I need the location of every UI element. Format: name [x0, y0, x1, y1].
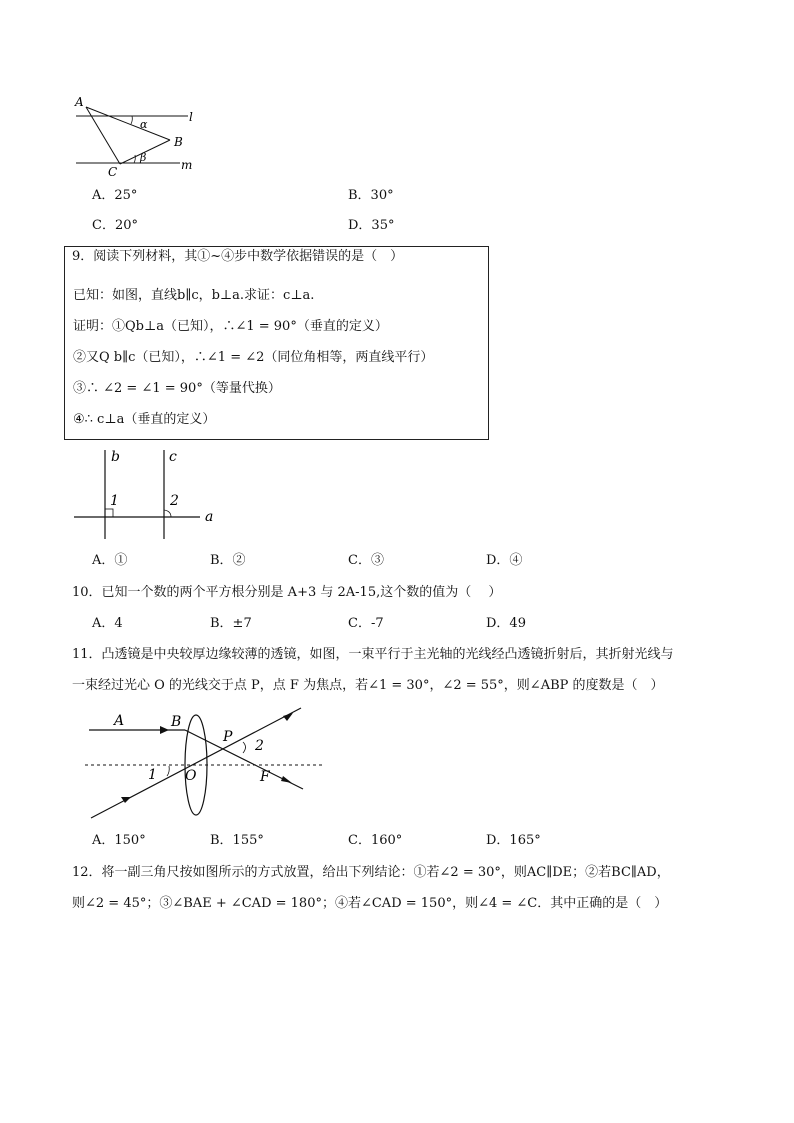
q12-stem-line-2: 则∠2 = 45°；③∠BAE + ∠CAD = 180°；④若∠CAD = 150°，则∠4 = ∠C．其中正确的是（ ） [72, 896, 668, 911]
q9-option-b: B．② [210, 553, 246, 568]
line-m-label: m [181, 158, 193, 172]
angle-1-label: 1 [148, 767, 157, 783]
q9-stem: 9．阅读下列材料，其①~④步中数学依据错误的是（ ） [72, 249, 404, 264]
angle-2-label: 2 [170, 493, 179, 509]
point-B-label: B [174, 135, 183, 149]
beta-label: β [140, 151, 147, 164]
point-A-label: A [75, 95, 84, 109]
q10-option-b: B．±7 [210, 616, 252, 631]
point-F-label: F [260, 769, 270, 785]
angle-1-label: 1 [110, 493, 119, 509]
point-P-label: P [223, 729, 233, 745]
line-l-label: l [189, 110, 193, 124]
q11-option-c: C．160° [348, 833, 403, 848]
q8-figure [70, 94, 200, 179]
q9-box-line-4: ③∴ ∠2 = ∠1 = 90°（等量代换） [73, 381, 281, 396]
q11-stem-line-2: 一束经过光心 O 的光线交于点 P，点 F 为焦点，若∠1 = 30°，∠2 = 55°，则∠ABP 的度数是（ ） [72, 678, 664, 693]
line-b-label: b [111, 449, 120, 465]
q8-option-a: A．25° [92, 188, 138, 203]
q9-option-c: C．③ [348, 553, 384, 568]
q9-box-line-2: 证明：①Qb⊥a（已知），∴∠1 = 90°（垂直的定义） [73, 319, 388, 334]
q9-option-d: D．④ [486, 553, 523, 568]
q9-option-a: A．① [92, 553, 128, 568]
q10-stem: 10．已知一个数的两个平方根分别是 A+3 与 2A-15,这个数的值为（ ） [72, 585, 502, 600]
point-C-label: C [108, 165, 118, 179]
q9-box-line-5: ④∴ c⊥a（垂直的定义） [73, 412, 216, 427]
q12-stem-line-1: 12．将一副三角尺按如图所示的方式放置，给出下列结论：①若∠2 = 30°，则AC∥DE；②若BC∥AD， [72, 865, 670, 880]
q8-option-b: B．30° [348, 188, 394, 203]
q11-figure [85, 706, 335, 821]
q10-option-d: D．49 [486, 616, 526, 631]
q9-figure [70, 447, 220, 542]
q10-option-a: A．4 [92, 616, 123, 631]
line-a-label: a [205, 509, 214, 525]
ray-A-label: A [114, 713, 125, 729]
q8-option-c: C．20° [92, 218, 138, 233]
q9-proof-box [64, 246, 489, 440]
point-B-label: B [171, 714, 182, 730]
q11-option-a: A．150° [92, 833, 146, 848]
alpha-label: α [140, 118, 148, 131]
point-O-label: O [185, 768, 197, 784]
q11-option-d: D．165° [486, 833, 541, 848]
line-c-label: c [169, 449, 177, 465]
angle-2-label: 2 [255, 738, 264, 754]
q9-box-line-3: ②又Q b∥c（已知），∴∠1 = ∠2（同位角相等，两直线平行） [73, 350, 434, 365]
q11-option-b: B．155° [210, 833, 264, 848]
q9-box-line-1: 已知：如图，直线b∥c，b⊥a.求证：c⊥a. [73, 288, 315, 303]
q8-option-d: D．35° [348, 218, 395, 233]
q10-option-c: C．-7 [348, 616, 384, 631]
q11-stem-line-1: 11．凸透镜是中央较厚边缘较薄的透镜，如图，一束平行于主光轴的光线经凸透镜折射后，其折射光线与 [72, 647, 674, 662]
